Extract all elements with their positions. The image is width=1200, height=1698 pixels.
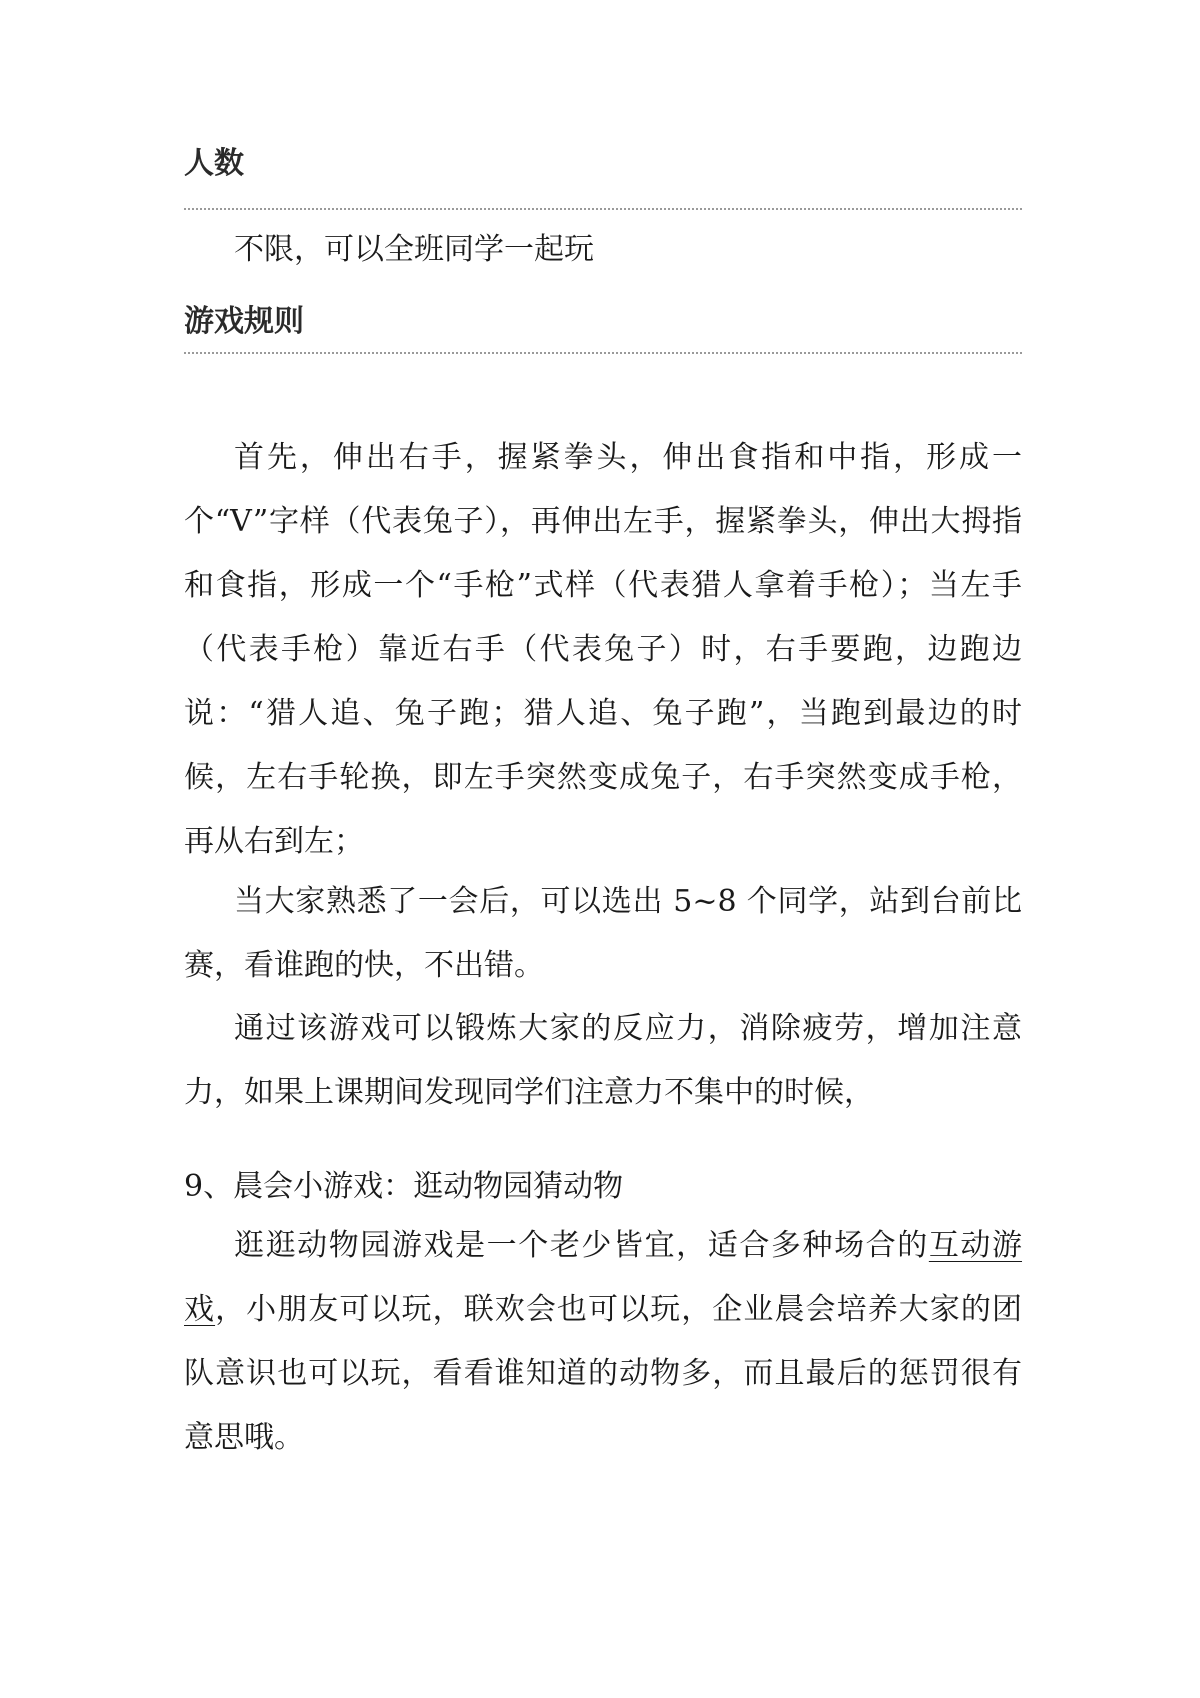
people-count-text: 不限，可以全班同学一起玩 — [234, 232, 594, 267]
interactive-game-link[interactable]: 互动游戏 — [184, 1228, 1023, 1327]
game-9-intro — [184, 1214, 1022, 1470]
section-heading-rules: 游戏规则 — [184, 304, 304, 339]
game-9-title: 9、晨会小游戏：逛动物园猜动物 — [184, 1169, 624, 1204]
rules-paragraph-1: 首先，伸出右手，握紧拳头，伸出食指和中指，形成一个“V”字样（代表兔子），再伸出左手，握紧拳头，伸出大拇指和食指，形成一个“手枪”式样（代表猎人拿着手枪）；当左手（代表手枪）靠近右手（代表兔子）时，右手要跑，边跑边说：“猎人追、兔子跑；猎人追、兔子跑”，当跑到最边的时候，左右手轮换，即左手突然变成兔子，右手突然变成手枪，再从右到左； — [184, 440, 1022, 859]
game-9-intro-start: 逛逛动物园游戏是一个老少皆宜，适合多种场合的 — [234, 1228, 929, 1263]
rules-paragraph-3: 通过该游戏可以锻炼大家的反应力，消除疲劳，增加注意力，如果上课期间发现同学们注意力不集中的时候， — [184, 1011, 1022, 1110]
rules-paragraph-2: 当大家熟悉了一会后，可以选出 5~8 个同学，站到台前比赛，看谁跑的快，不出错。 — [184, 884, 1022, 983]
dotted-divider — [184, 352, 1022, 354]
dotted-divider — [184, 208, 1022, 210]
game-9-intro-end: ，小朋友可以玩，联欢会也可以玩，企业晨会培养大家的团队意识也可以玩，看看谁知道的动物多，而且最后的惩罚很有意思哦。 — [184, 1292, 1023, 1455]
section-heading-people: 人数 — [184, 146, 244, 181]
